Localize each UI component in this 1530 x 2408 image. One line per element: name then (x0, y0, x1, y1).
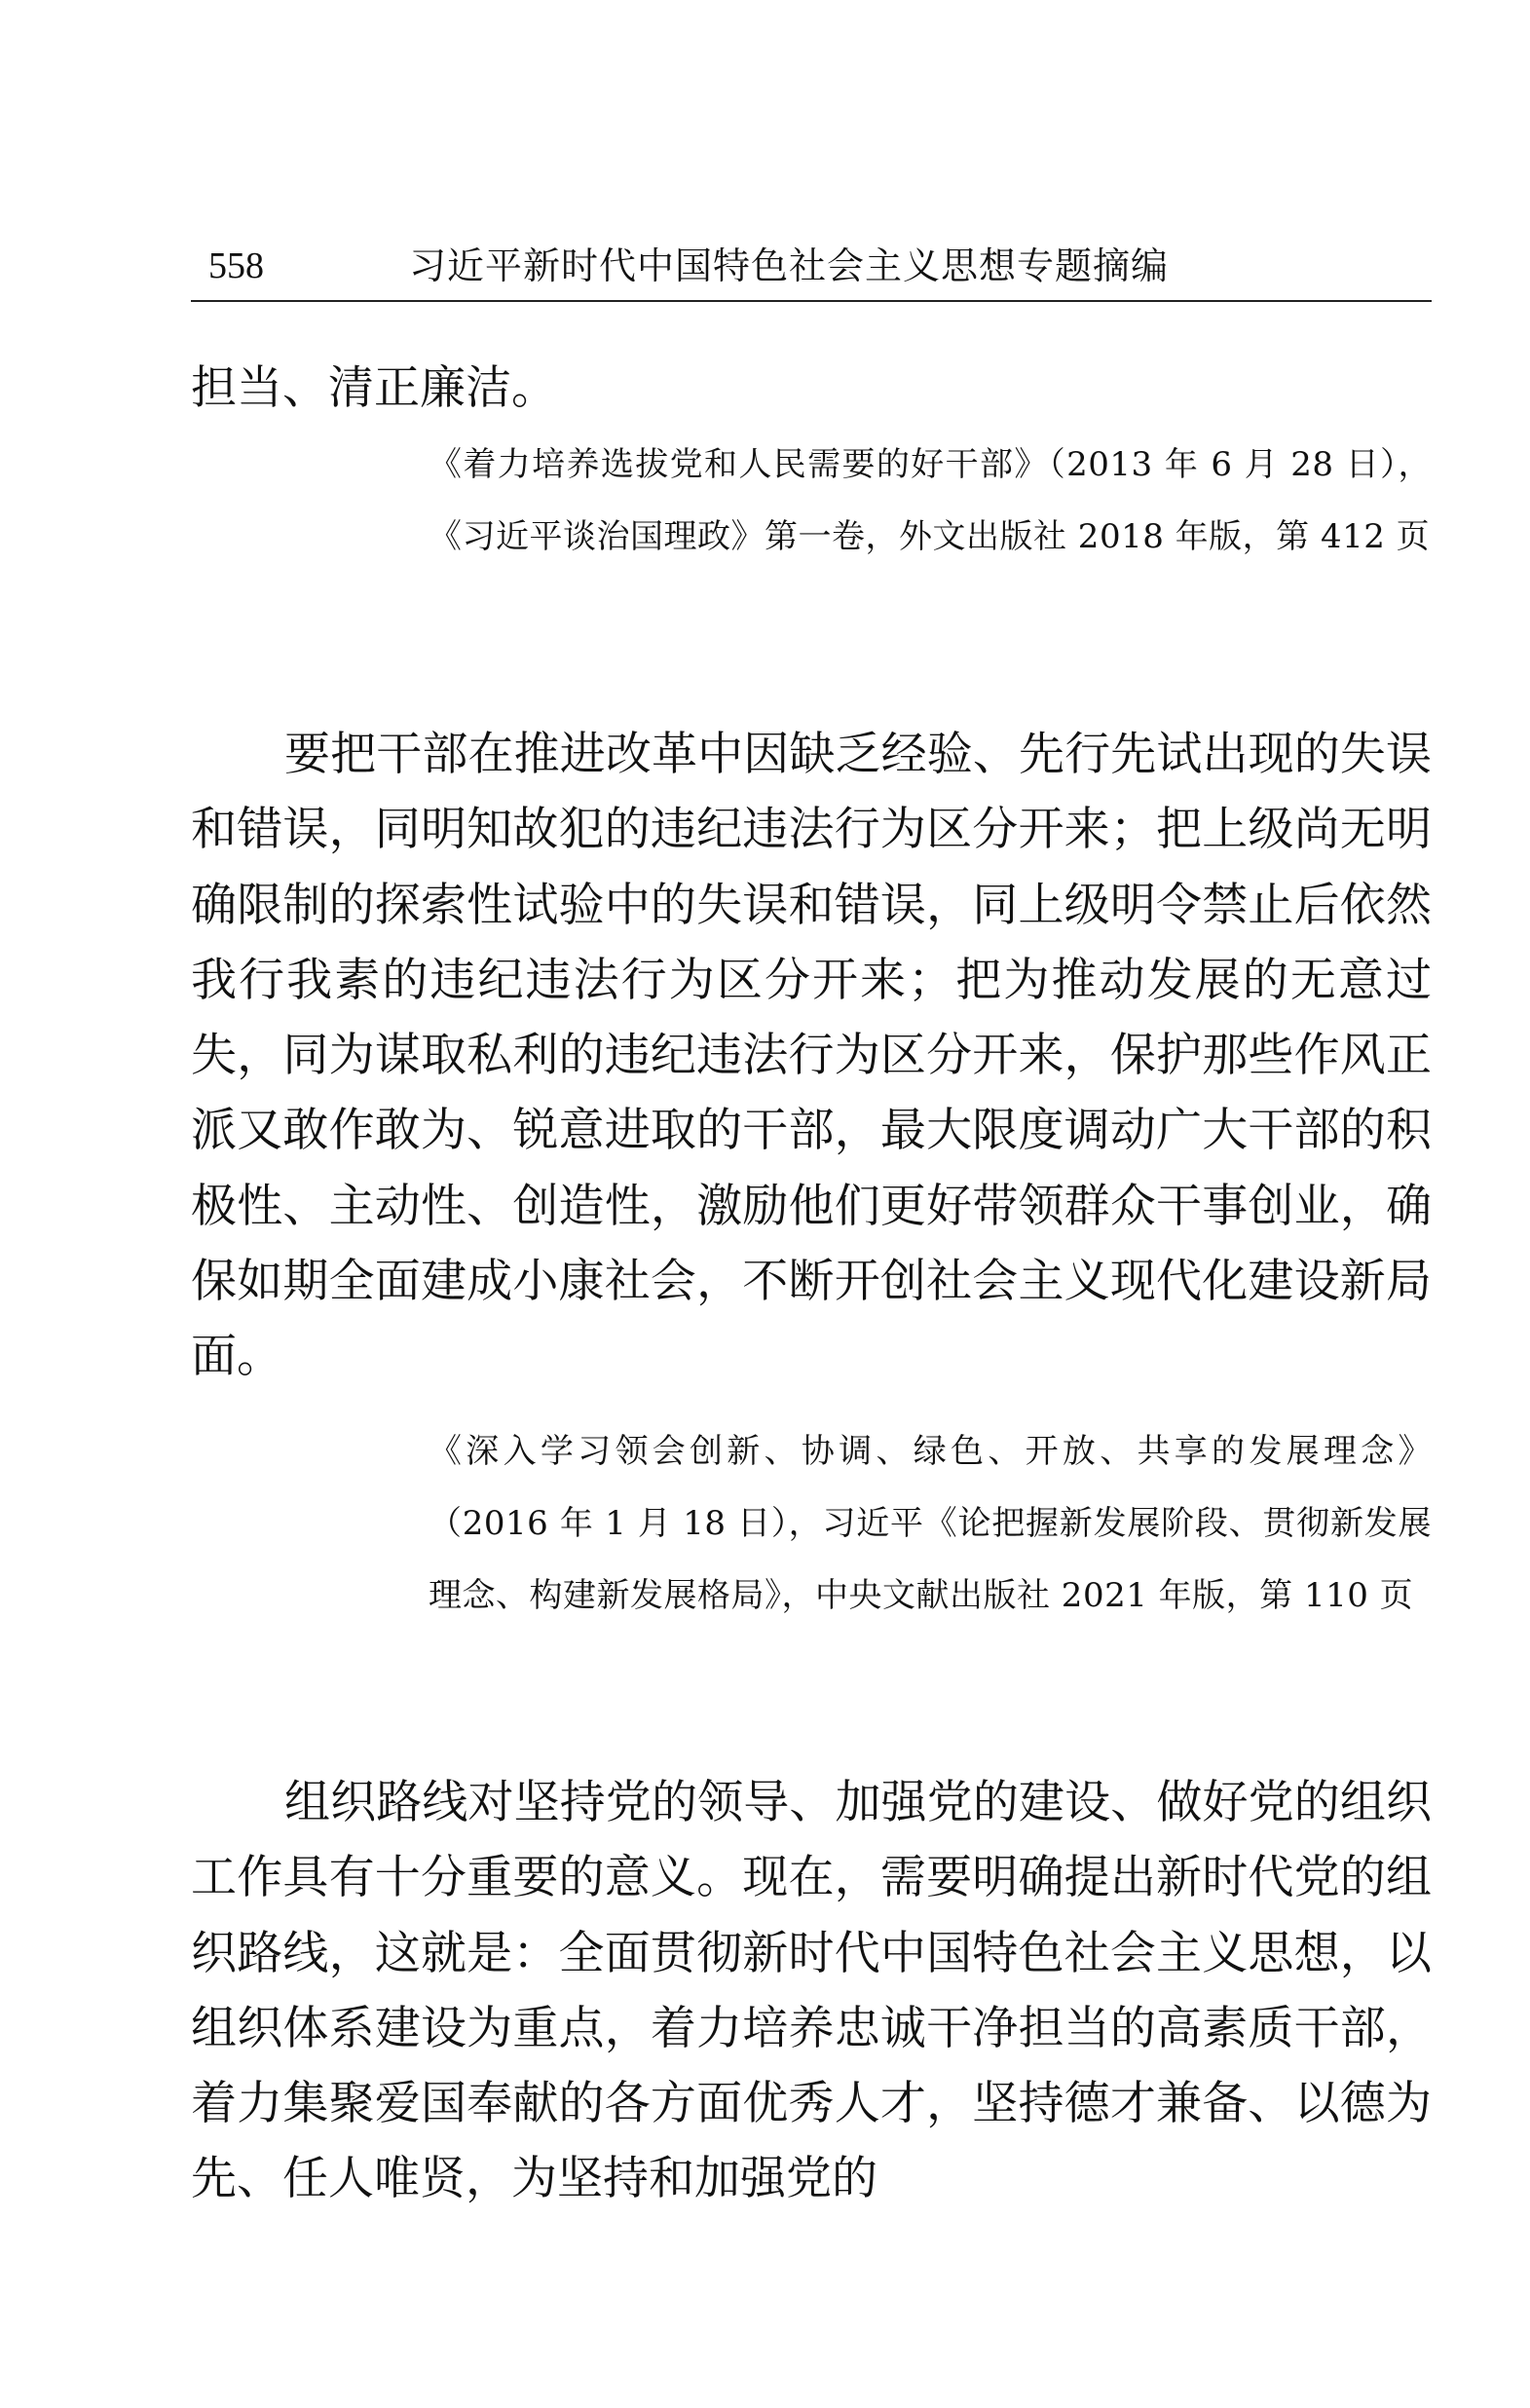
running-title: 习近平新时代中国特色社会主义思想专题摘编 (409, 245, 1170, 287)
page-number: 558 (208, 245, 264, 286)
page-header (191, 237, 1432, 295)
paragraph-2-block (191, 717, 1432, 1395)
citation-1: 《着力培养选拔党和人民需要的好干部》（2013 年 6 月 28 日），《习近平谈治国理政》第一卷，外文出版社 2018 年版，第 412 页 (429, 445, 1432, 556)
continuation-block (191, 351, 1432, 426)
continuation-text: 担当、清正廉洁。 (191, 361, 557, 415)
paragraph-3-block (191, 1765, 1432, 2217)
citation-2: 《深入学习领会创新、协调、绿色、开放、共享的发展理念》（2016 年 1 月 18 日），习近平《论把握新发展阶段、贯彻新发展理念、构建新发展格局》，中央文献出版社 2021 年版，第 110 页 (429, 1432, 1432, 1615)
paragraph-3: 组织路线对坚持党的领导、加强党的建设、做好党的组织工作具有十分重要的意义。现在，需要明确提出新时代党的组织路线，这就是：全面贯彻新时代中国特色社会主义思想，以组织体系建设为重点，着力培养忠诚干净担当的高素质干部，着力集聚爱国奉献的各方面优秀人才，坚持德才兼备、以德为先、任人唯贤，为坚持和加强党的 (191, 1776, 1432, 2206)
header-rule (191, 300, 1432, 302)
paragraph-2: 要把干部在推进改革中因缺乏经验、先行先试出现的失误和错误，同明知故犯的违纪违法行为区分开来；把上级尚无明确限制的探索性试验中的失误和错误，同上级明令禁止后依然我行我素的违纪违法行为区分开来；把为推动发展的无意过失，同为谋取私利的违纪违法行为区分开来，保护那些作风正派又敢作敢为、锐意进取的干部，最大限度调动广大干部的积极性、主动性、创造性，激励他们更好带领群众干事创业，确保如期全面建成小康社会，不断开创社会主义现代化建设新局面。 (191, 728, 1432, 1384)
